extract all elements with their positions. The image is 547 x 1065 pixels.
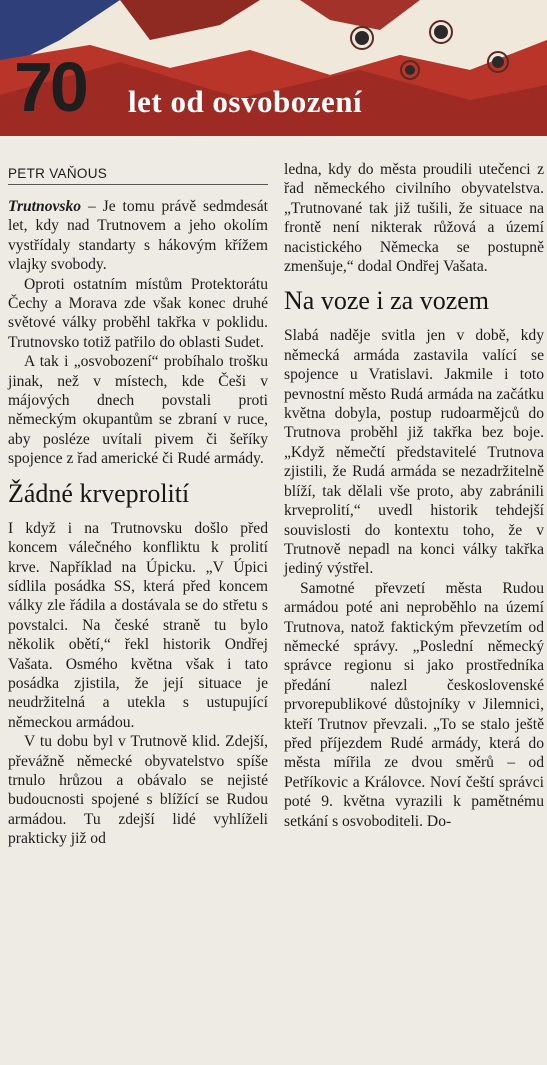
- article-paragraph: I když i na Trutnovsku došlo před koncem válečného konfliktu k prolití krve. Například na Úpicku. „V Úpici sídlila posádka SS, která před koncem války zle řádila a dostávala se do střetu s povstalci. Na české straně tu bylo několik obětí,“ řekl historik Ondřej Vašata. Osmého května však i tato posádka zjistila, že její situace je neudržitelná a utekla s ustupující německou armádou.: [8, 519, 268, 731]
- bullet-hole-icon: [405, 65, 415, 75]
- header-banner: [0, 0, 547, 136]
- article-paragraph: Samotné převzetí města Rudou armádou poté ani neproběhlo na území Trutnova, natož faktickým převzetím od německé správy. „Poslední německý správce regionu si jako prostředníka předání nalezl československé prvorepublikové důstojníky v Jilemnici, kteří Trutnov převzali. „To se stalo ještě před příjezdem Rudé armády, která do města mířila ze dvou směrů – od Petříkovic a Královce. Noví čeští správci poté 9. května vyrazili k pamětnému setkání s osvoboditeli. Do-: [284, 579, 544, 830]
- bullet-hole-icon: [355, 31, 369, 45]
- banner-title: let od osvobození: [128, 84, 363, 119]
- banner-number: 70: [14, 48, 86, 126]
- article-paragraph: ledna, kdy do města proudili utečenci z řad německého civilního obyvatelstva. „Trutnované tak již tušili, že situace na frontě není nikterak růžová a území nacistického Německa se postupně zmenšuje,“ dodal Ondřej Vašata.: [284, 161, 544, 276]
- article-paragraph: V tu dobu byl v Trutnově klid. Zdejší, převážně německé obyvatelstvo spíše trnulo hrůzou a obávalo se nejisté budoucnosti spojené s blížící se Rudou armádou. Tu zdejší lidé vyhlíželi prakticky již od: [8, 733, 268, 848]
- section-heading: Žádné krveprolití: [8, 478, 190, 508]
- bullet-hole-icon: [492, 56, 504, 68]
- article-paragraph: Oproti ostatním místům Protektorátu Čechy a Morava zde však konec druhé světové války proběhl takřka v poklidu. Trutnovsko totiž patřilo do oblasti Sudet.: [8, 275, 268, 351]
- section-heading: Na voze i za vozem: [284, 286, 490, 316]
- article-paragraph: [8, 197, 268, 275]
- article-paragraph: A tak i „osvobození“ probíhalo trošku jinak, než v místech, kde Češi v májových dnech povstali proti německým okupantům se zbraní v ruce, aby posléze uvítali pivem či šeříky spojence z řad americké či Rudé armády.: [8, 353, 268, 468]
- author-byline: PETR VAŇOUS: [8, 165, 268, 185]
- article-paragraph: Slabá naděje svitla jen v době, kdy německá armáda zastavila valící se spojence u Vratislavi. Jakmile i toto pevnostní město Rudá armáda na začátku května dobyla, postup rudoarmějců do Trutnova proběhl již takřka bez boje. „Když němečtí představitelé Trutnova zjistili, že Rudá armáda se nezadržitelně blíží, tak dělali vše proto, aby zabránili krveprolití,“ uvedl historik tehdejší souvislosti do kontextu toho, že v Trutnově nepadl na konci války takřka jediný výstřel.: [284, 327, 544, 578]
- article-column-right: [284, 160, 544, 831]
- bullet-hole-icon: [434, 25, 448, 39]
- lead-text: – Je tomu právě sedmdesát let, kdy nad Trutnovem a jeho okolím vystřídaly standarty s hákovým křížem vlajky svobody.: [8, 198, 268, 274]
- lead-place: Trutnovsko: [8, 198, 82, 215]
- article-column-left: [8, 197, 268, 849]
